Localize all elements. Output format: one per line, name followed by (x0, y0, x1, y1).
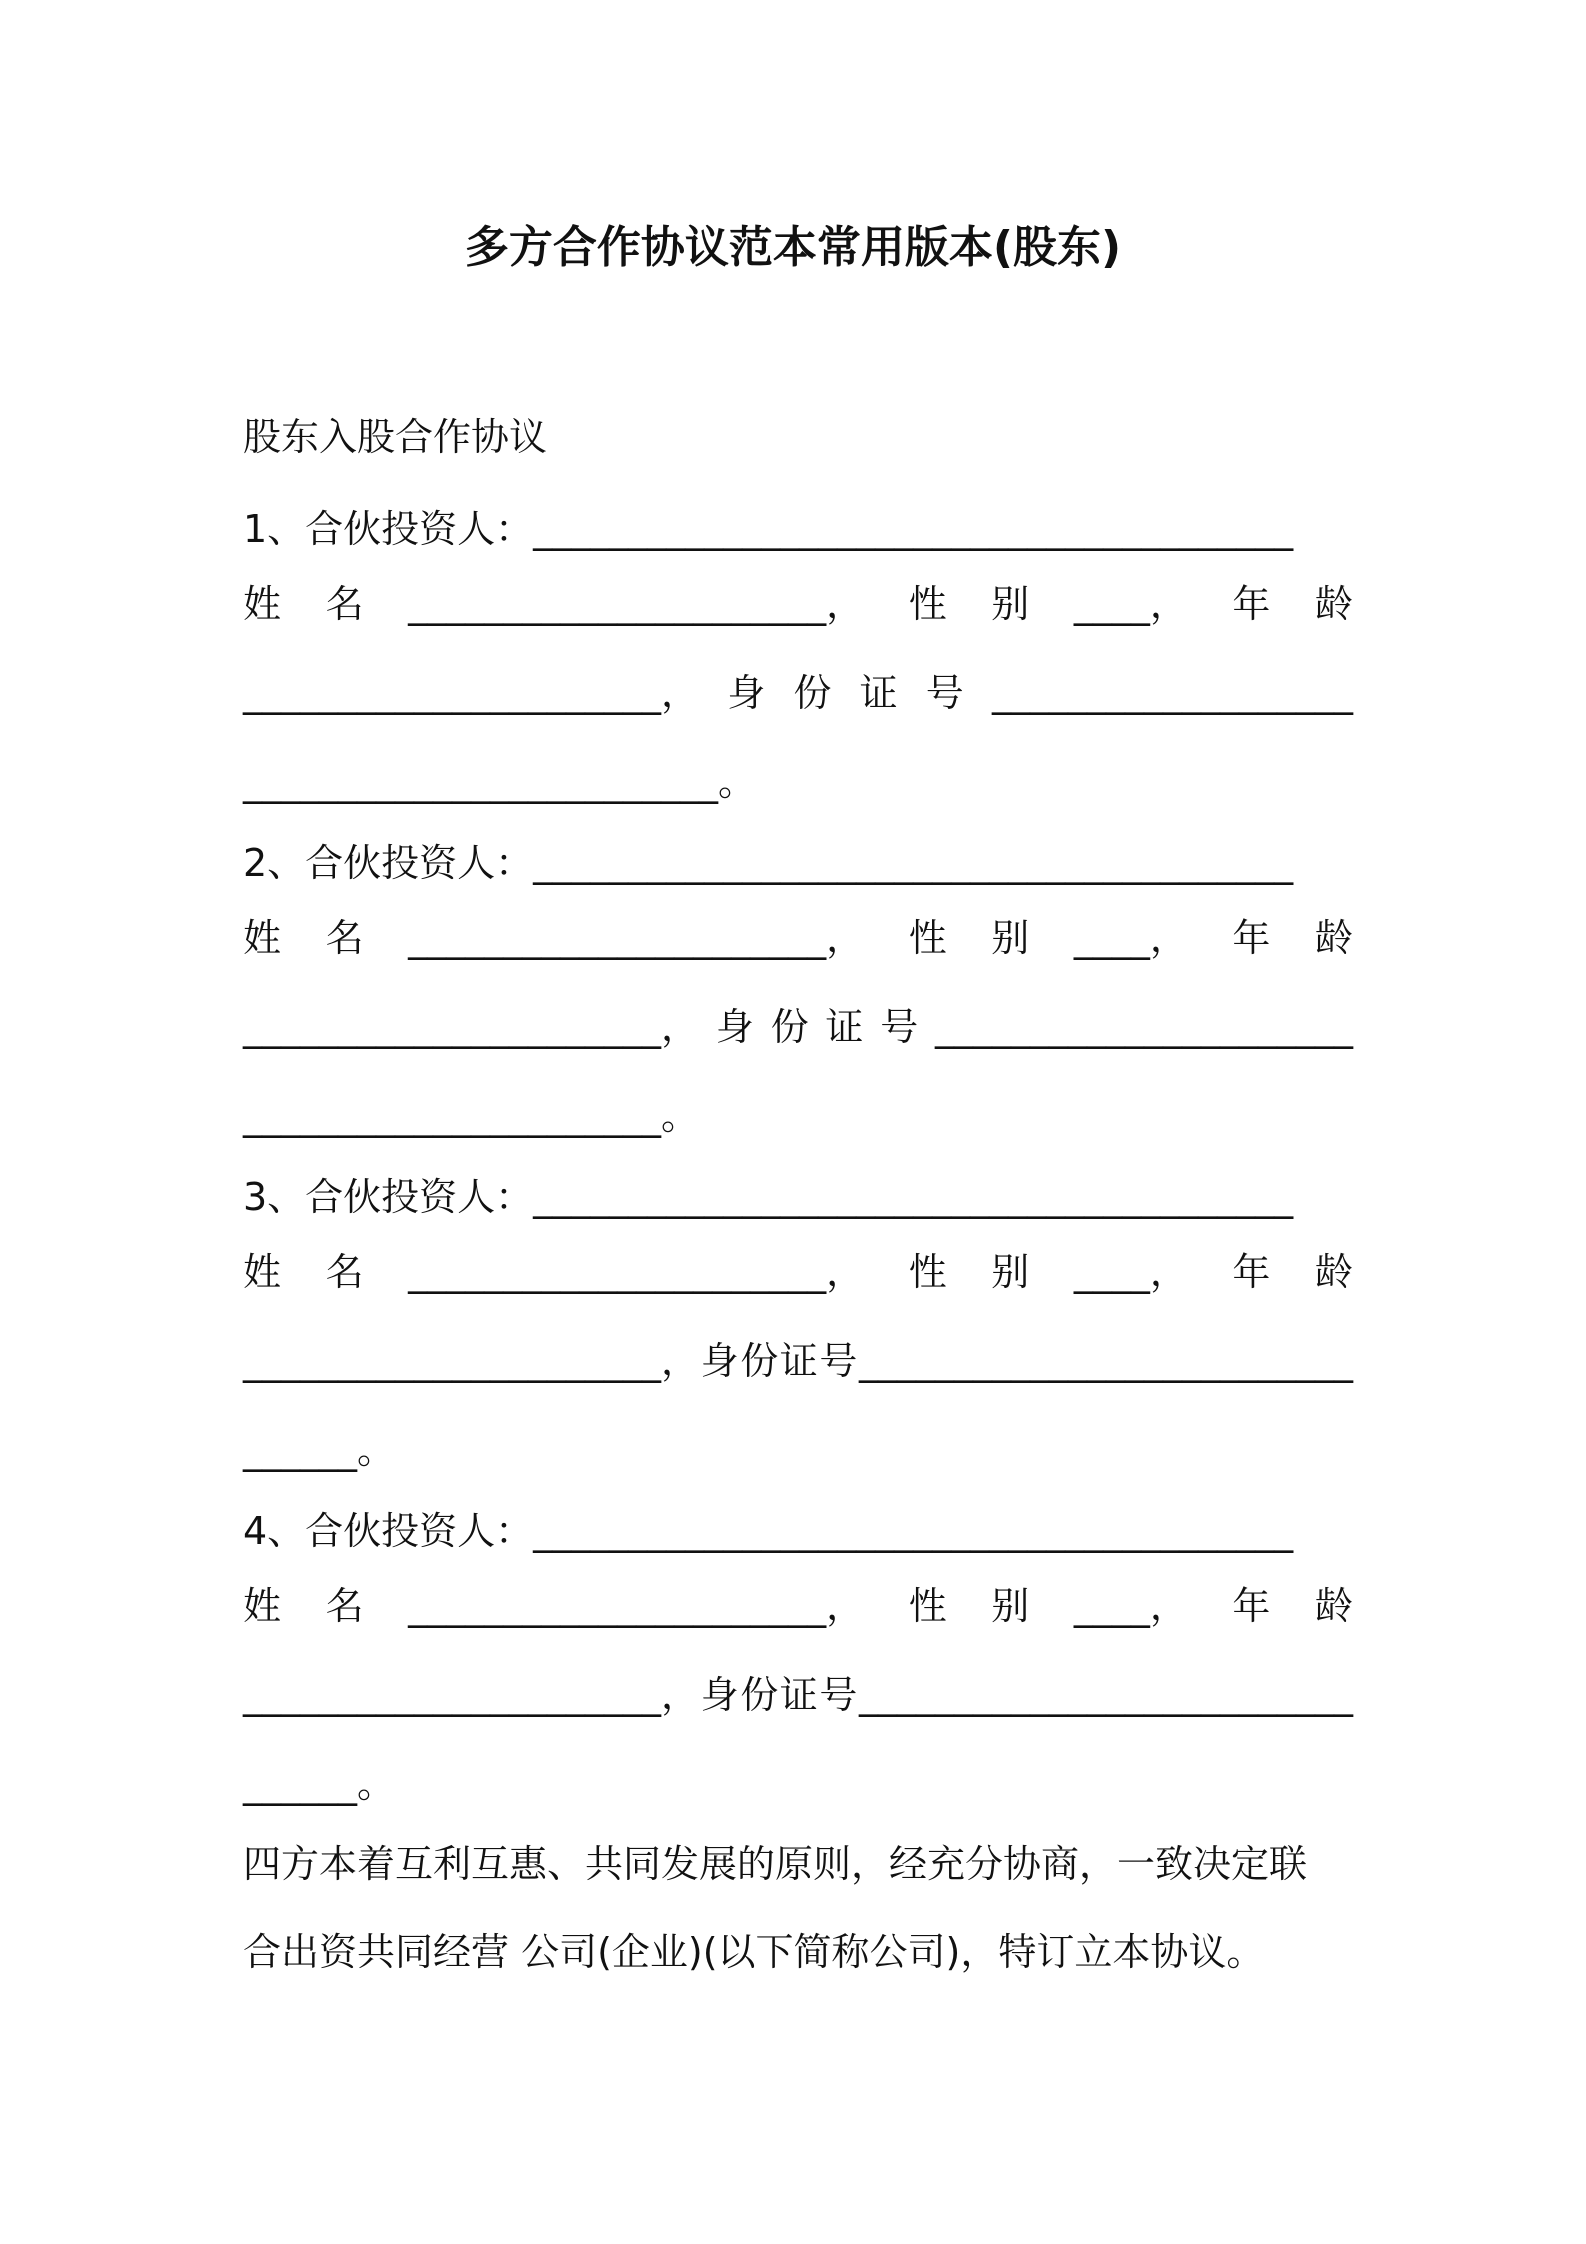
name-blank: ______________________， (408, 1250, 865, 1294)
investor-1-end-row: _________________________。 (243, 760, 757, 804)
name-label-char: 名 (325, 916, 364, 960)
age-label-char: 龄 (1314, 916, 1353, 960)
id-label-char: 证 (779, 1673, 818, 1717)
id-label-char: 份 (770, 1005, 809, 1049)
investor-2-name-row (243, 911, 1353, 965)
gender-label-char: 性 (908, 582, 947, 626)
name-blank: ______________________， (408, 916, 865, 960)
investor-4-header: 4、合伙投资人：________________________________________ (243, 1509, 1294, 1553)
name-label-char: 名 (325, 582, 364, 626)
closing-line-1 (243, 1820, 1353, 1908)
id-label-char: 份 (740, 1339, 779, 1383)
name-label-char: 姓 (243, 582, 282, 626)
gender-label-char: 别 (991, 582, 1030, 626)
investor-2-header: 2、合伙投资人：________________________________________ (243, 841, 1294, 885)
gender-blank: ____， (1073, 916, 1188, 960)
age-blank: ______________________， (243, 1339, 700, 1383)
closing-line-2: 合出资共同经营 公司(企业)(以下简称公司)，特订立本协议。 (243, 1930, 1265, 1974)
investor-2-end-row: ______________________。 (243, 1094, 700, 1138)
id-label-char: 证 (825, 1005, 864, 1049)
age-blank: ______________________， (243, 671, 700, 715)
age-label-char: 年 (1232, 1584, 1271, 1628)
age-blank: ______________________， (243, 1673, 700, 1717)
id-label-char: 号 (819, 1673, 858, 1717)
closing-line-1-text: 四方本着互利互惠、共同发展的原则，经充分协商，一致决定联 (243, 1842, 1308, 1886)
id-label-char: 份 (793, 671, 832, 715)
investor-4-name-row (243, 1579, 1353, 1633)
age-label-char: 龄 (1314, 582, 1353, 626)
name-label-char: 名 (325, 1250, 364, 1294)
id-blank: ___________________ (991, 671, 1353, 715)
id-label-char: 号 (819, 1339, 858, 1383)
id-blank: __________________________ (858, 1339, 1353, 1383)
investor-3-header: 3、合伙投资人：________________________________________ (243, 1175, 1294, 1219)
investor-1-name-row (243, 577, 1353, 631)
gender-blank: ____， (1073, 1250, 1188, 1294)
investor-4-id-row (243, 1668, 1353, 1722)
gender-label-char: 别 (991, 1584, 1030, 1628)
gender-label-char: 性 (908, 1250, 947, 1294)
gender-blank: ____， (1073, 1584, 1188, 1628)
age-label-char: 年 (1232, 916, 1271, 960)
id-label-char: 身 (727, 671, 766, 715)
investor-3-name-row (243, 1245, 1353, 1299)
gender-label-char: 性 (908, 916, 947, 960)
gender-label-char: 性 (908, 1584, 947, 1628)
name-label-char: 姓 (243, 916, 282, 960)
id-blank: ______________________ (934, 1005, 1353, 1049)
document-title: 多方合作协议范本常用版本(股东) (464, 222, 1122, 273)
age-label-char: 龄 (1314, 1250, 1353, 1294)
age-label-char: 龄 (1314, 1584, 1353, 1628)
age-label-char: 年 (1232, 582, 1271, 626)
id-label-char: 身 (700, 1673, 739, 1717)
investor-1-id-row (243, 666, 1353, 720)
name-label-char: 姓 (243, 1250, 282, 1294)
id-label-char: 身 (715, 1005, 754, 1049)
age-blank: ______________________， (243, 1005, 700, 1049)
investor-1-header: 1、合伙投资人：________________________________________ (243, 507, 1294, 551)
investor-3-end-row: ______。 (243, 1428, 396, 1472)
name-label-char: 名 (325, 1584, 364, 1628)
id-label-char: 份 (740, 1673, 779, 1717)
investor-3-id-row (243, 1334, 1353, 1388)
investor-4-end-row: ______。 (243, 1762, 396, 1806)
id-blank: __________________________ (858, 1673, 1353, 1717)
gender-label-char: 别 (991, 916, 1030, 960)
id-label-char: 身 (700, 1339, 739, 1383)
name-label-char: 姓 (243, 1584, 282, 1628)
id-label-char: 证 (779, 1339, 818, 1383)
name-blank: ______________________， (408, 582, 865, 626)
closing-paragraph (243, 1820, 1353, 1996)
gender-label-char: 别 (991, 1250, 1030, 1294)
investor-2-id-row (243, 1000, 1353, 1054)
id-label-char: 号 (880, 1005, 919, 1049)
agreement-subtitle: 股东入股合作协议 (243, 415, 548, 459)
id-label-char: 号 (925, 671, 964, 715)
age-label-char: 年 (1232, 1250, 1271, 1294)
id-label-char: 证 (859, 671, 898, 715)
gender-blank: ____， (1073, 582, 1188, 626)
name-blank: ______________________， (408, 1584, 865, 1628)
